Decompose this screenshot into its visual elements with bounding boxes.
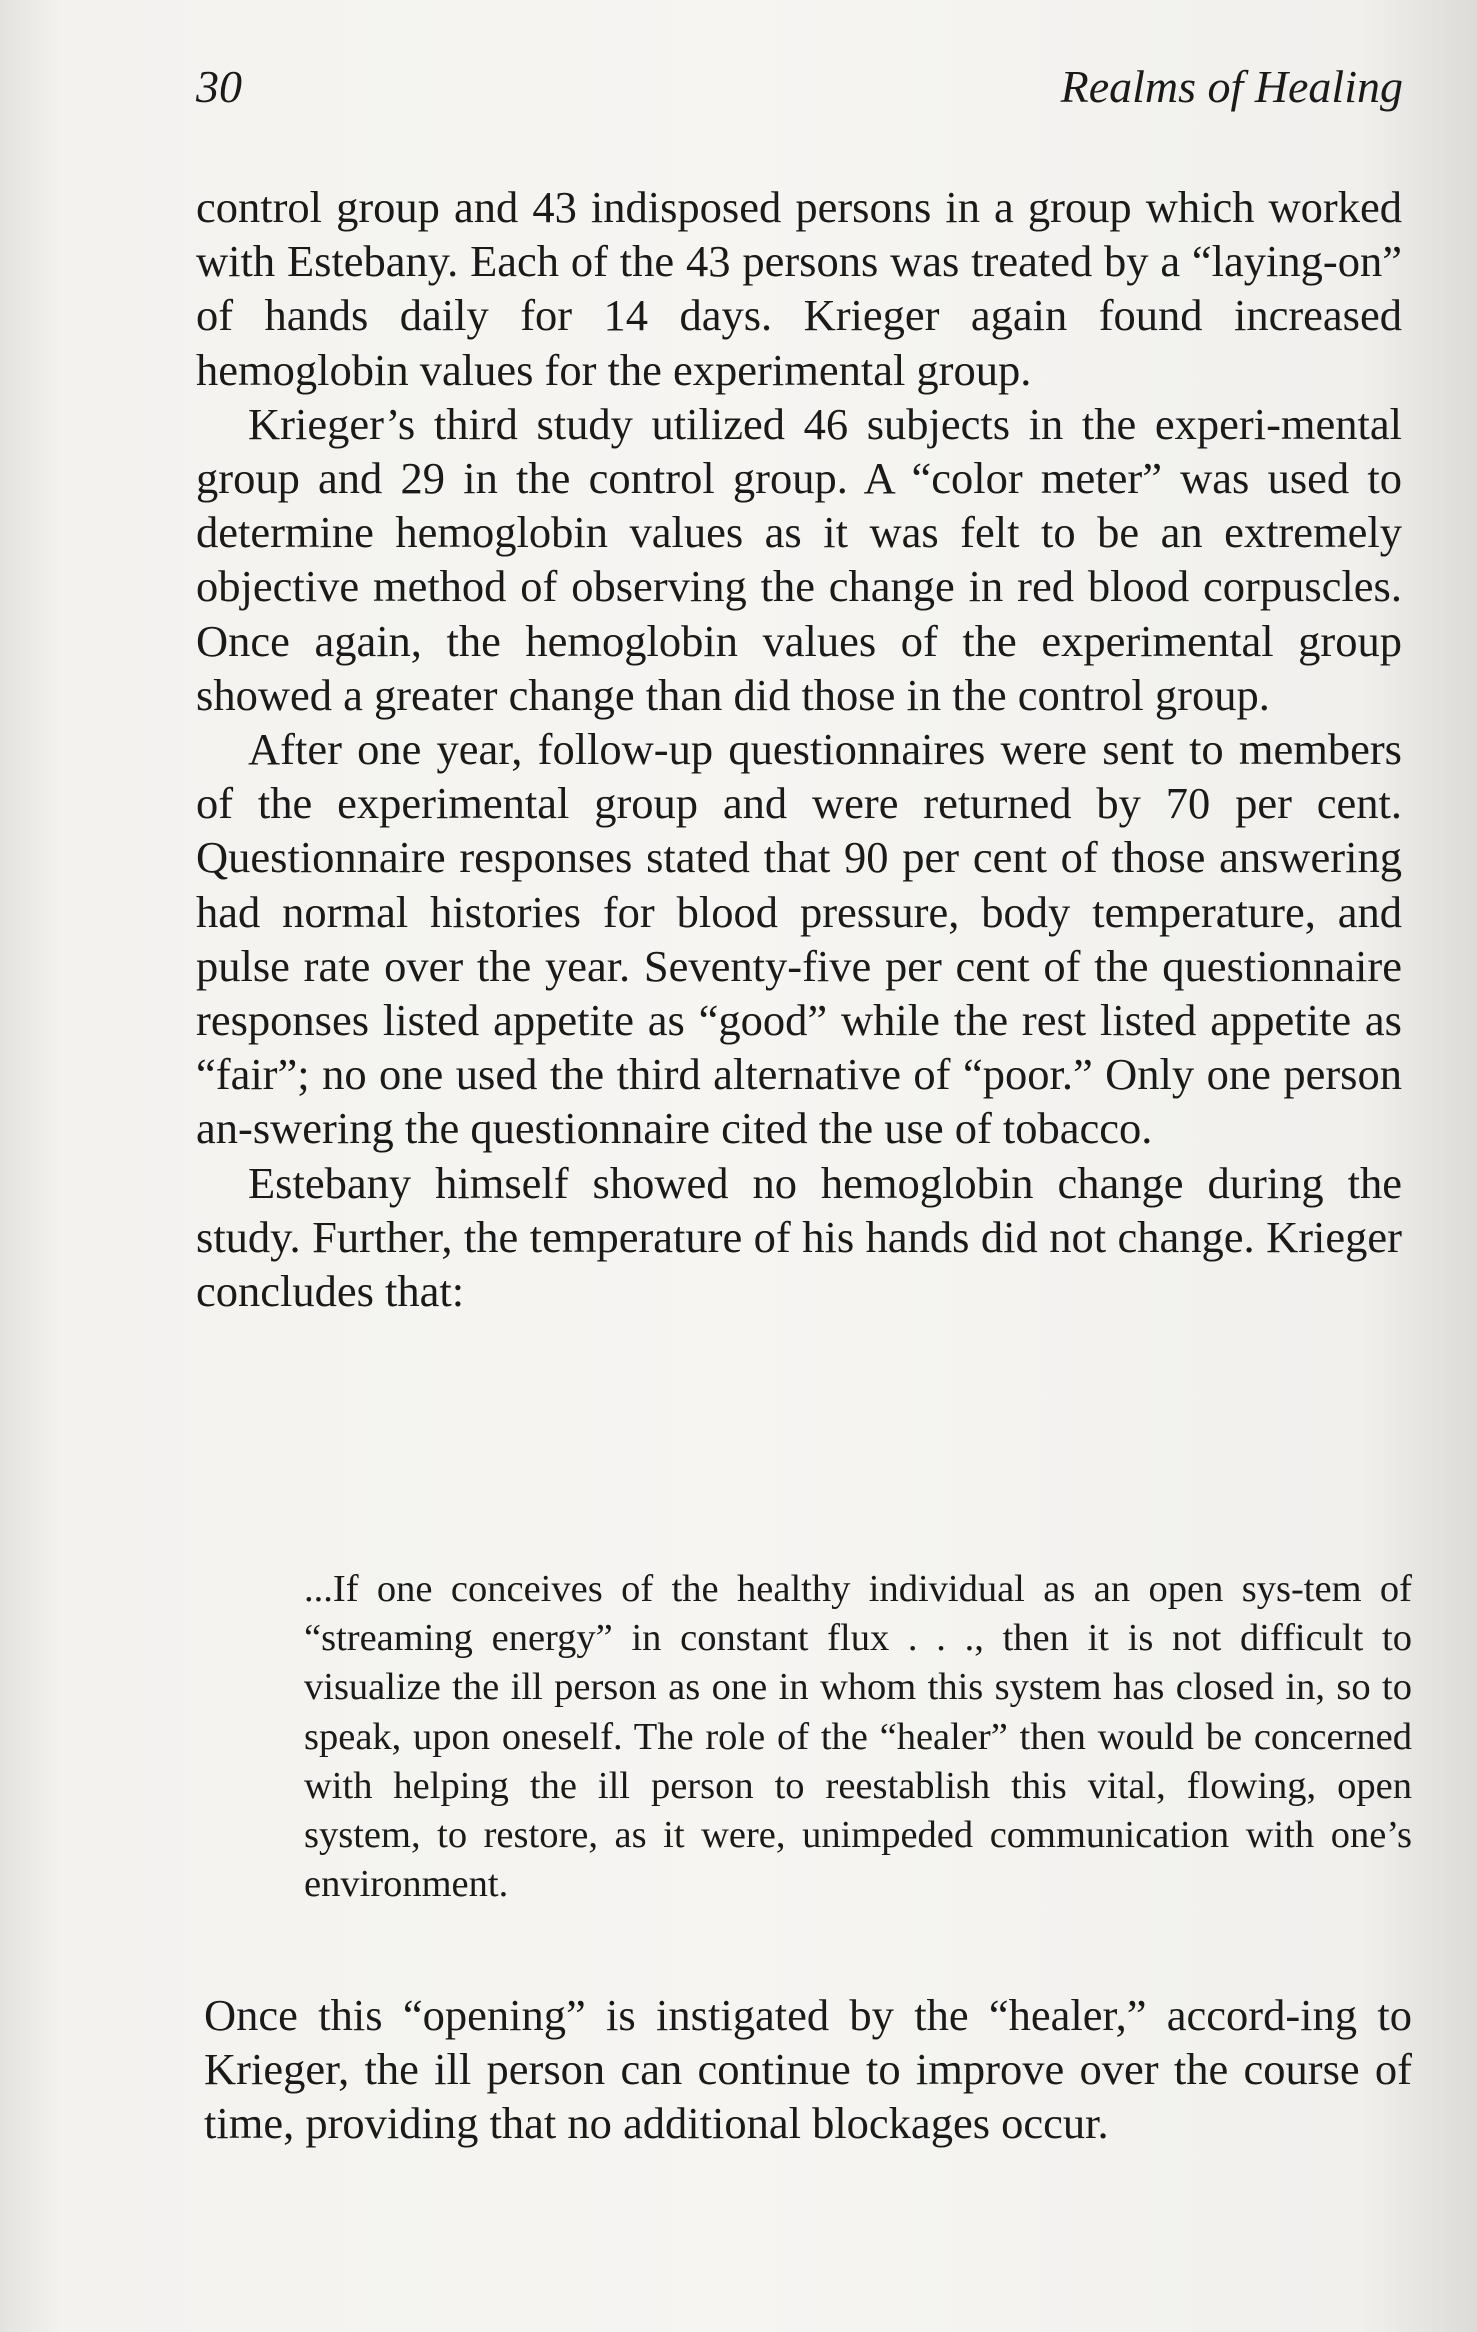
page-header — [196, 60, 1403, 124]
paragraph: After one year, follow-up questionnaires were sent to members of the experimental group and were returned by 70 per cent. Questionnaire responses stated that 90 per cent of those answering had normal histories for blood pressure, body temperature, and pulse rate over the year. Seventy-five per cent of the questionnaire responses listed appetite as “good” while the rest listed appetite as “fair”; no one used the third alternative of “poor.” Only one person an-swering the questionnaire cited the use of tobacco. — [196, 724, 1402, 1154]
paragraph: Krieger’s third study utilized 46 subjects in the experi-mental group and 29 in the control group. A “color meter” was used to determine hemoglobin values as it was felt to be an extremely objective method of observing the change in red blood corpuscles. Once again, the hemoglobin values of the experimental group showed a greater change than did those in the control group. — [196, 398, 1402, 720]
running-title: Realms of Healing — [1060, 61, 1403, 112]
page-number: 30 — [196, 61, 242, 112]
body-text — [196, 180, 1402, 1318]
paragraph: Estebany himself showed no hemoglobin change during the study. Further, the temperature of his hands did not change. Krieger concludes that: — [196, 1157, 1402, 1317]
paragraph: control group and 43 indisposed persons in a group which worked with Estebany. Each of the 43 persons was treated by a “laying-on” of hands daily for 14 days. Krieger again found increased hemoglobin values for the experimental group. — [196, 182, 1402, 395]
closing-paragraph: Once this “opening” is instigated by the “healer,” accord-ing to Krieger, the ill person can continue to improve over the course of time, providing that no additional blockages occur. — [204, 1990, 1412, 2149]
block-quote: ...If one conceives of the healthy individual as an open sys-tem of “streaming energy” in constant flux . . ., then it is not difficult to visualize the ill person as one in whom this system has closed in, so to speak, upon oneself. The role of the “healer” then would be concerned with helping the ill person to reestablish this vital, flowing, open system, to restore, as it were, unimpeded communication with one’s environment. — [304, 1568, 1412, 1906]
